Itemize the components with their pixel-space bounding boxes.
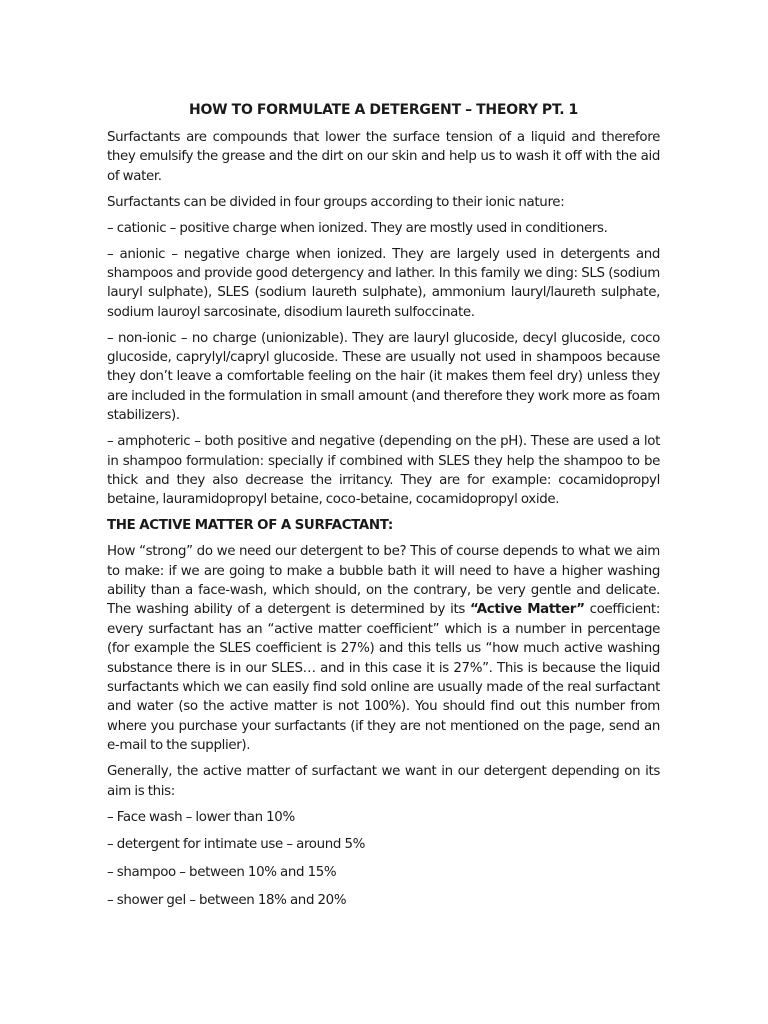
active-matter-text-a: How “strong” do we need our detergent to be? This of course depends to what we aim to make: if we are going to make a bubble bath it will need to have a higher washing ability than a face-wash, which should, on the contrary, be very gentle and delicate. The washing ability of a detergent is determined by its <box>107 544 660 618</box>
intro-paragraph: Surfactants are compounds that lower the surface tension of a liquid and therefore they emulsify the grease and the dirt on our skin and help us to wash it off with the aid of water. <box>107 130 660 184</box>
document-title: HOW TO FORMULATE A DETERGENT – THEORY PT. 1 <box>188 102 579 118</box>
groups-intro-paragraph: Surfactants can be divided in four groups according to their ionic nature: <box>107 194 565 210</box>
active-matter-aim-paragraph: Generally, the active matter of surfactant we want in our detergent depending on its aim is this: <box>107 764 660 799</box>
active-matter-paragraph <box>107 542 660 755</box>
group-cationic: – cationic – positive charge when ionized. They are mostly used in conditioners. <box>107 220 608 236</box>
group-anionic: – anionic – negative charge when ionized. They are largely used in detergents and shampoos and provide good detergency and lather. In this family we ding: SLS (sodium lauryl sulphate), SLES (sodium laureth sulphate), ammonium lauryl/laureth sulphate, sodium lauroyl sarcosinate, disodium laureth sulfoccinate. <box>107 246 660 320</box>
target-shampoo: – shampoo – between 10% and 15% <box>107 865 337 881</box>
target-intimate-detergent: – detergent for intimate use – around 5% <box>107 837 366 853</box>
target-shower-gel: – shower gel – between 18% and 20% <box>107 893 347 909</box>
active-matter-text-b: coefficient: every surfactant has an “active matter coefficient” which is a number in percentage (for example the SLES coefficient is 27%) and this tells us “how much active washing substance there is in our SLES… and in this case it is 27%”. This is because the liquid surfactants which we can easily find sold online are usually made of the real surfactant and water (so the active matter is not 100%). You should find out this number from where you purchase your surfactants (if they are not mentioned on the page, send an e-mail to the supplier). <box>107 602 660 754</box>
group-amphoteric: – amphoteric – both positive and negative (depending on the pH). These are used a lot in shampoo formulation: specially if combined with SLES they help the shampoo to be thick and they also decrease the irritancy. They are for example: cocamidopropyl betaine, lauramidopropyl betaine, coco-betaine, cocamidopropyl oxide. <box>107 434 660 508</box>
active-matter-term: “Active Matter” <box>470 602 585 618</box>
group-non-ionic: – non-ionic – no charge (unionizable). They are lauryl glucoside, decyl glucoside, coco glucoside, caprylyl/capryl glucoside. These are usually not used in shampoos because they don’t leave a comfortable feeling on the hair (it makes them feel dry) unless they are included in the formulation in small amount (and therefore they work more as foam stabilizers). <box>107 330 660 424</box>
document-page <box>107 100 660 919</box>
active-matter-heading: THE ACTIVE MATTER OF A SURFACTANT: <box>107 518 393 534</box>
target-face-wash: – Face wash – lower than 10% <box>107 809 295 825</box>
